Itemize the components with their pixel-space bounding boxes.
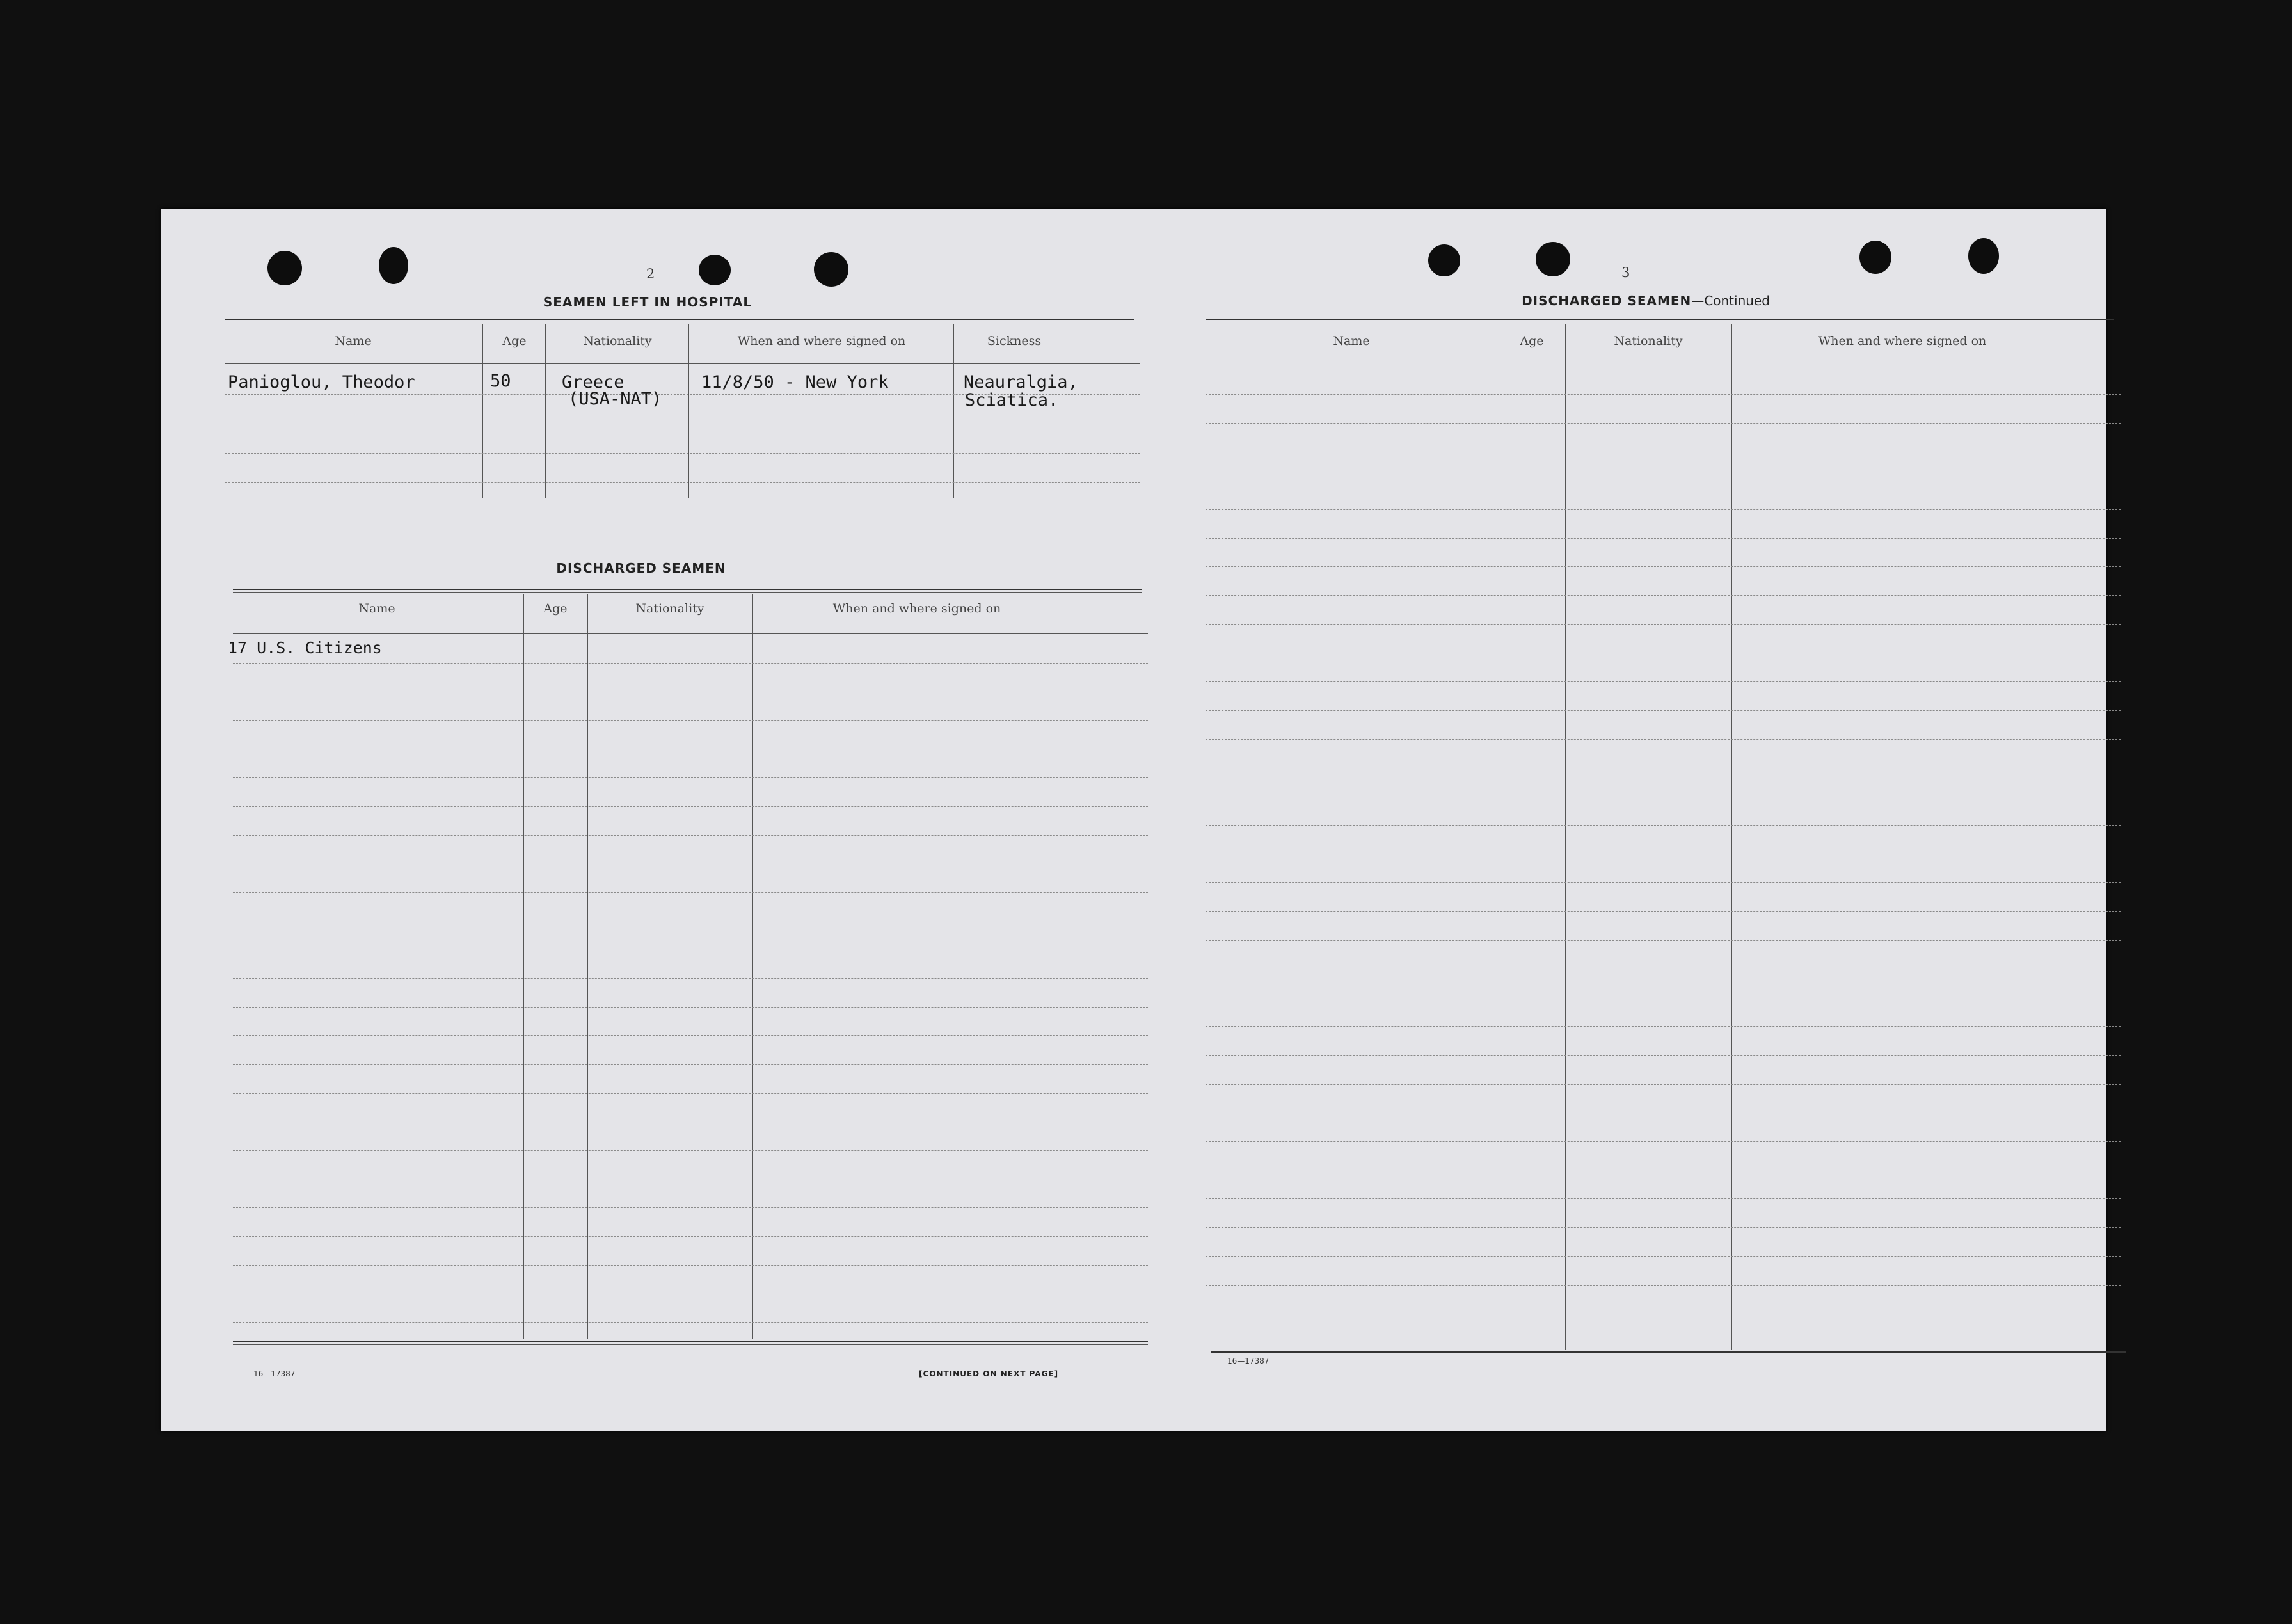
title-sub: —Continued	[1691, 293, 1770, 308]
header-age: Age	[543, 601, 568, 616]
title-main: DISCHARGED SEAMEN	[1522, 293, 1692, 308]
ledger-page-spread	[161, 209, 2106, 1431]
continued-note: [CONTINUED ON NEXT PAGE]	[919, 1369, 1059, 1378]
row-line	[233, 720, 1148, 721]
rule	[1211, 1351, 2126, 1353]
row-line	[1206, 1285, 2121, 1286]
header-nationality: Nationality	[635, 601, 704, 616]
column-divider	[1731, 324, 1732, 1350]
row-line	[1206, 1227, 2121, 1228]
row-line	[225, 482, 1140, 483]
row-line	[233, 835, 1148, 836]
punch-hole	[1428, 244, 1460, 276]
discharged-continued-title	[1447, 293, 1844, 308]
row-line	[1206, 825, 2121, 826]
row-line	[1206, 1256, 2121, 1257]
header-sickness: Sickness	[987, 334, 1042, 348]
header-nationality: Nationality	[583, 334, 652, 348]
header-signed-on: When and where signed on	[737, 334, 906, 348]
row-line	[1206, 882, 2121, 883]
row-line	[1206, 940, 2121, 941]
page-number-right: 3	[1621, 265, 1630, 280]
hospital-entry-nationality: Greece	[562, 372, 625, 392]
header-age: Age	[1520, 334, 1544, 348]
hospital-entry-sickness-2: Sciatica.	[965, 390, 1059, 410]
header-age: Age	[502, 334, 527, 348]
rule	[1206, 319, 2114, 320]
punch-hole	[267, 251, 302, 285]
column-divider	[545, 324, 546, 498]
row-line	[1206, 394, 2121, 395]
row-line	[233, 777, 1148, 778]
row-line	[233, 1035, 1148, 1036]
column-divider	[1565, 324, 1566, 1350]
header-signed-on: When and where signed on	[832, 601, 1001, 616]
punch-hole	[699, 255, 731, 285]
hospital-entry-sickness: Neauralgia,	[964, 372, 1078, 392]
punch-hole	[1536, 242, 1570, 276]
row-line	[1206, 911, 2121, 912]
form-number-left: 16—17387	[253, 1369, 296, 1378]
row-line	[233, 1150, 1148, 1151]
discharged-entry-name: 17 U.S. Citizens	[228, 639, 382, 657]
hospital-section-title: SEAMEN LEFT IN HOSPITAL	[543, 294, 752, 310]
row-line	[1206, 681, 2121, 682]
row-line	[1206, 710, 2121, 711]
row-line	[233, 1007, 1148, 1008]
row-line	[1206, 1026, 2121, 1027]
header-signed-on: When and where signed on	[1818, 334, 1987, 348]
hospital-entry-signed-on: 11/8/50 - New York	[701, 372, 889, 392]
column-divider	[587, 594, 588, 1339]
row-line	[233, 1236, 1148, 1237]
row-line	[225, 453, 1140, 454]
header-name: Name	[335, 334, 372, 348]
hospital-entry-nationality-note: (USA-NAT)	[568, 389, 662, 409]
form-number-right: 16—17387	[1227, 1357, 1269, 1365]
row-line	[1206, 566, 2121, 567]
column-divider	[523, 594, 524, 1339]
row-line	[233, 1093, 1148, 1094]
row-line	[1206, 1055, 2121, 1056]
hospital-entry-age: 50	[490, 371, 511, 391]
rule	[233, 589, 1142, 590]
row-line	[1206, 1141, 2121, 1142]
punch-hole	[379, 247, 408, 284]
rule	[233, 1341, 1148, 1342]
row-line	[1206, 739, 2121, 740]
column-divider	[688, 324, 689, 498]
rule	[225, 363, 1140, 364]
discharged-section-title: DISCHARGED SEAMEN	[556, 561, 726, 576]
rule	[225, 319, 1134, 320]
row-line	[233, 1265, 1148, 1266]
row-line	[1206, 1084, 2121, 1085]
punch-hole	[814, 252, 848, 287]
page-number-left: 2	[646, 266, 655, 282]
row-line	[1206, 1198, 2121, 1199]
row-line	[233, 663, 1148, 664]
row-line	[1206, 423, 2121, 424]
row-line	[233, 1064, 1148, 1065]
header-name: Name	[1333, 334, 1370, 348]
row-line	[233, 892, 1148, 893]
punch-hole	[1968, 238, 1999, 274]
rule	[233, 633, 1148, 634]
hospital-entry-name: Panioglou, Theodor	[228, 372, 415, 392]
header-name: Name	[358, 601, 395, 616]
row-line	[1206, 595, 2121, 596]
row-line	[1206, 538, 2121, 539]
column-divider	[752, 594, 753, 1339]
column-divider	[953, 324, 954, 498]
row-line	[233, 1322, 1148, 1323]
row-line	[233, 1207, 1148, 1208]
row-line	[233, 806, 1148, 807]
column-divider	[482, 324, 483, 498]
punch-hole	[1859, 241, 1891, 274]
row-line	[233, 978, 1148, 979]
row-line	[1206, 509, 2121, 510]
row-line	[1206, 624, 2121, 625]
header-nationality: Nationality	[1614, 334, 1683, 348]
